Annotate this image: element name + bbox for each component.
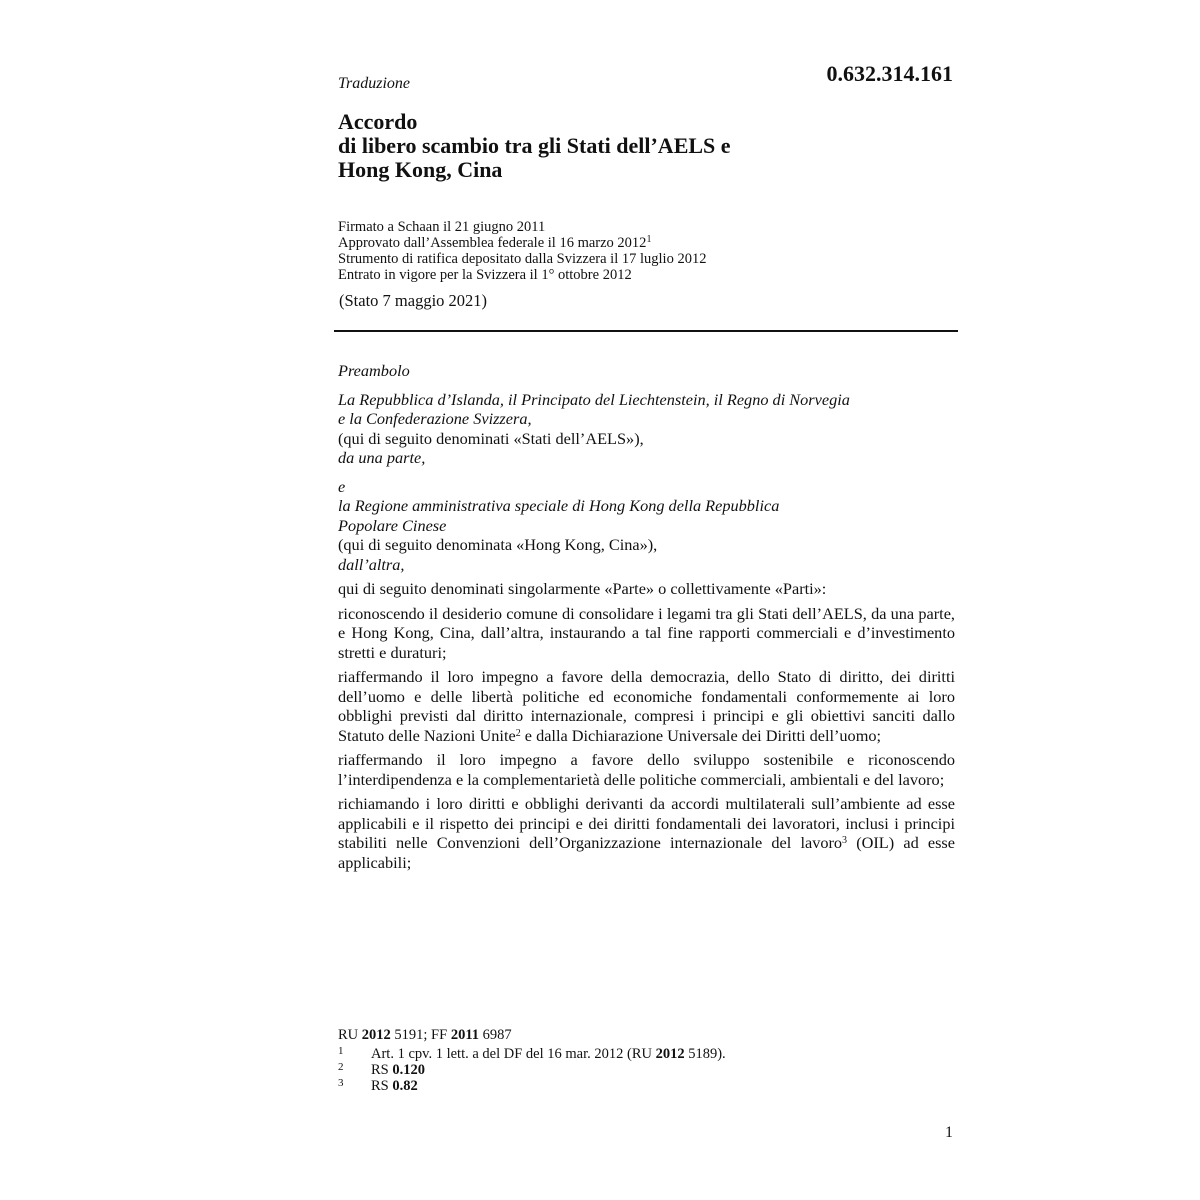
- approval-date: [338, 235, 706, 251]
- recital: riaffermando il loro impegno a favore dello sviluppo sostenibile e riconoscendo l’interdipendenza e la complementarietà delle politiche commerciali, ambientali e del lavoro;: [338, 750, 955, 789]
- footnote-ref[interactable]: 2: [515, 727, 521, 739]
- recital-text: richiamando i loro diritti e obblighi derivanti da accordi multilaterali sull’ambiente ad esse applicabili e il rispetto dei principi e dei diritti fondamentali dei lavoratori, inclusi i principi stabiliti nelle Convenzioni dell’Organizzazione internazionale del lavoro: [338, 794, 955, 852]
- footnote-number: 3: [338, 1077, 344, 1089]
- translation-label: Traduzione: [338, 75, 411, 92]
- footnote-text: [371, 1062, 425, 1078]
- footnote-ref[interactable]: 3: [842, 835, 848, 846]
- approval-text: Approvato dall’Assemblea federale il 16 marzo 2012: [338, 235, 647, 251]
- footnote-bold: 0.120: [392, 1062, 425, 1078]
- recital-text: e dalla Dichiarazione Universale dei Diritti dell’uomo;: [520, 725, 882, 745]
- footnote: [338, 1062, 958, 1078]
- footnote-text-part: RS: [371, 1078, 393, 1094]
- header-divider: [334, 330, 958, 332]
- preamble-heading: Preambolo: [338, 361, 410, 380]
- page-number: 1: [945, 1124, 953, 1141]
- efta-denomination: (qui di seguito denominati «Stati dell’AELS»),: [338, 428, 644, 448]
- footnote-text: [371, 1078, 418, 1094]
- hong-kong-party: [338, 496, 955, 535]
- footnote-text-part: Art. 1 cpv. 1 lett. a del DF del 16 mar. 2012 (RU: [371, 1046, 656, 1062]
- hong-kong-denomination: (qui di seguito denominata «Hong Kong, Cina»),: [338, 535, 658, 554]
- title-line: Hong Kong, Cina: [338, 157, 503, 182]
- official-compilation-ref: [338, 1027, 958, 1043]
- preamble: [338, 361, 955, 872]
- footnote: [338, 1046, 958, 1062]
- ff-page: 6987: [479, 1027, 512, 1043]
- entry-into-force-date: Entrato in vigore per la Svizzera il 1° ottobre 2012: [338, 267, 632, 283]
- footnote-text: [371, 1046, 726, 1062]
- recital: [338, 794, 955, 872]
- document-title: [338, 110, 731, 182]
- footnote-text-part: 5189).: [684, 1046, 726, 1062]
- signed-date: Firmato a Schaan il 21 giugno 2011: [338, 219, 546, 235]
- ratification-date: Strumento di ratifica depositato dalla Svizzera il 17 luglio 2012: [338, 251, 707, 267]
- footnote-number: 1: [338, 1045, 344, 1057]
- recital: riconoscendo il desiderio comune di consolidare i legami tra gli Stati dell’AELS, da una parte, e Hong Kong, Cina, dall’altra, instaurando a tal fine rapporti commerciali e d’investimento stretti e duraturi;: [338, 603, 955, 662]
- title-line: di libero scambio tra gli Stati dell’AELS e: [338, 133, 731, 158]
- sr-number: 0.632.314.161: [826, 61, 953, 86]
- footnote-bold: 2012: [655, 1046, 685, 1062]
- title-line: Accordo: [338, 109, 418, 134]
- footnote-ref[interactable]: 1: [646, 234, 652, 245]
- hong-kong-side: dall’altra,: [338, 554, 405, 574]
- footnote: [338, 1078, 958, 1094]
- footnotes: [338, 1027, 958, 1094]
- recital-text: (OIL) ad esse applicabili;: [338, 833, 955, 872]
- recital: [338, 667, 955, 745]
- conjunction: e: [338, 476, 346, 496]
- ru-mid: 5191; FF: [390, 1027, 451, 1043]
- document-metadata: [338, 219, 706, 283]
- hong-kong-line: Popolare Cinese: [338, 515, 447, 535]
- efta-states: [338, 390, 955, 429]
- efta-side: da una parte,: [338, 448, 426, 467]
- ru-year: 2012: [361, 1027, 391, 1043]
- footnote-bold: 0.82: [392, 1078, 418, 1094]
- efta-states-line: e la Confederazione Svizzera,: [338, 409, 532, 428]
- ru-prefix: RU: [338, 1027, 362, 1043]
- state-date: (Stato 7 maggio 2021): [339, 291, 488, 310]
- ff-year: 2011: [450, 1027, 480, 1043]
- recital-text: riaffermando il loro impegno a favore della democrazia, dello Stato di diritto, dei diritti dell’uomo e delle libertà politiche ed economiche fondamentali conformemente ai loro obblighi previsti dal diritto internazionale, compresi i principi e gli obiettivi sanciti dallo Statuto delle Nazioni Unite: [338, 667, 955, 745]
- footnote-number: 2: [338, 1061, 344, 1073]
- efta-states-line: La Repubblica d’Islanda, il Principato del Liechtenstein, il Regno di Norvegia: [338, 389, 850, 409]
- hong-kong-line: la Regione amministrativa speciale di Hong Kong della Repubblica: [338, 496, 780, 515]
- footnote-text-part: RS: [371, 1062, 393, 1078]
- parties-definition: qui di seguito denominati singolarmente «Parte» o collettivamente «Parti»:: [338, 579, 827, 598]
